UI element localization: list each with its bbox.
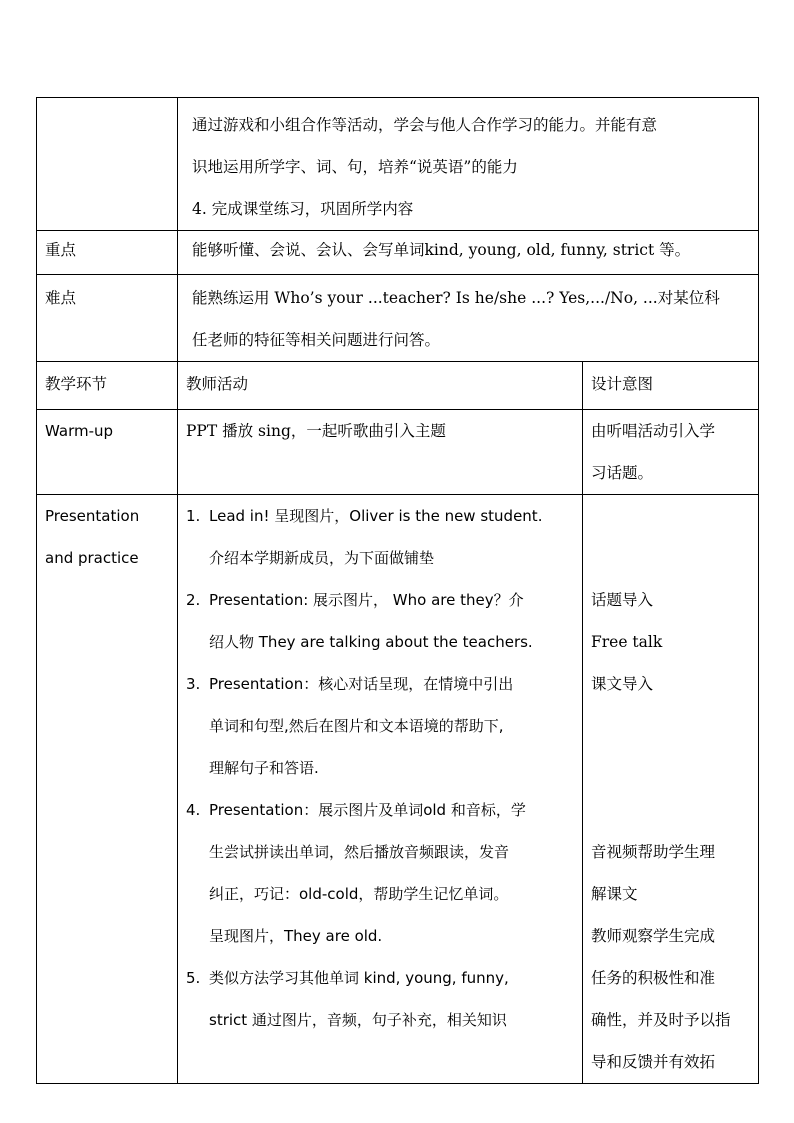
content-line: 能熟练运用 Who’s your ...teacher? Is he/she ...? Yes,.../No, ...对某位科 <box>192 289 720 307</box>
step-line: Lead in! 呈现图片，Oliver is the new student. <box>209 507 543 525</box>
label-cell <box>37 275 178 362</box>
header-teacher-activity: 教师活动 <box>186 375 249 393</box>
intent-line: 教师观察学生完成 <box>591 927 716 945</box>
content-cell <box>178 98 759 231</box>
step-line: 纠正，巧记：old-cold，帮助学生记忆单词。 <box>209 885 509 903</box>
header-stage: 教学环节 <box>45 375 108 393</box>
intent-line: 任务的积极性和准 <box>591 969 716 987</box>
header-cell <box>37 362 178 410</box>
row-label <box>37 98 177 104</box>
step-line: 绍人物 They are talking about the teachers. <box>209 633 533 651</box>
intent-line <box>591 705 750 747</box>
table-row <box>37 231 759 275</box>
intent-line: 解课文 <box>591 885 638 903</box>
intent-line: 导和反馈并有效拓 <box>591 1053 716 1071</box>
label-cell <box>37 231 178 275</box>
intent-line: 习话题。 <box>591 464 654 482</box>
row-label-difficult: 难点 <box>45 289 77 307</box>
step-line: 类似方法学习其他单词 kind, young, funny, <box>209 969 509 987</box>
content-line: 识地运用所学字、词、句，培养“说英语”的能力 <box>192 158 518 176</box>
step-line: Presentation：展示图片及单词old 和音标，学 <box>209 801 526 819</box>
intent-cell <box>583 410 759 495</box>
activity-steps-list <box>186 495 574 1041</box>
step-number: 1. <box>186 507 201 525</box>
step-line: 介绍本学期新成员，为下面做铺垫 <box>209 549 435 567</box>
table-row <box>37 98 759 231</box>
stage-cell <box>37 410 178 495</box>
intent-line: 课文导入 <box>591 675 654 693</box>
step-number: 3. <box>186 675 201 693</box>
stage-warmup: Warm-up <box>45 422 114 440</box>
content-cell <box>178 231 759 275</box>
table-row <box>37 495 759 1084</box>
list-item <box>186 663 574 789</box>
table-header-row <box>37 362 759 410</box>
step-line: 单词和句型,然后在图片和文本语境的帮助下, <box>209 717 504 735</box>
step-number: 5. <box>186 969 201 987</box>
stage-line: and practice <box>45 549 139 567</box>
list-item <box>186 957 574 1041</box>
content-line: 任老师的特征等相关问题进行问答。 <box>192 331 441 349</box>
row-label-key: 重点 <box>45 241 77 259</box>
step-line: strict 通过图片，音频，句子补充，相关知识 <box>209 1011 507 1029</box>
warmup-activity: PPT 播放 sing，一起听歌曲引入主题 <box>186 422 446 440</box>
key-points-text: 能够听懂、会说、会认、会写单词kind, young, old, funny, strict 等。 <box>192 241 691 259</box>
intent-line <box>591 789 750 831</box>
step-line: Presentation: 展示图片， Who are they？介 <box>209 591 524 609</box>
step-line: 呈现图片，They are old. <box>209 927 383 945</box>
list-item <box>186 789 574 957</box>
header-design-intent: 设计意图 <box>591 375 654 393</box>
stage-cell <box>37 495 178 1084</box>
intent-line <box>591 495 750 537</box>
intent-line: 由听唱活动引入学 <box>591 422 716 440</box>
table-row <box>37 275 759 362</box>
teacher-cell <box>178 495 583 1084</box>
list-item <box>186 495 574 579</box>
step-number: 2. <box>186 591 201 609</box>
intent-line: 话题导入 <box>591 591 654 609</box>
list-item <box>186 579 574 663</box>
step-line: 生尝试拼读出单词，然后播放音频跟读，发音 <box>209 843 510 861</box>
step-line: 理解句子和答语. <box>209 759 319 777</box>
intent-column <box>583 495 758 1083</box>
intent-line <box>591 537 750 579</box>
step-number: 4. <box>186 801 201 819</box>
intent-line: Free talk <box>591 633 663 651</box>
intent-line: 确性，并及时予以指 <box>591 1011 731 1029</box>
intent-line <box>591 747 750 789</box>
step-line: Presentation：核心对话呈现，在情境中引出 <box>209 675 514 693</box>
content-line: 4. 完成课堂练习，巩固所学内容 <box>192 200 414 218</box>
header-cell <box>178 362 583 410</box>
stage-line: Presentation <box>45 507 140 525</box>
lesson-plan-table <box>36 97 759 1084</box>
intent-cell <box>583 495 759 1084</box>
label-cell <box>37 98 178 231</box>
header-cell <box>583 362 759 410</box>
table-row <box>37 410 759 495</box>
content-cell <box>178 275 759 362</box>
intent-line: 音视频帮助学生理 <box>591 843 716 861</box>
content-line: 通过游戏和小组合作等活动，学会与他人合作学习的能力。并能有意 <box>192 116 658 134</box>
teacher-cell <box>178 410 583 495</box>
